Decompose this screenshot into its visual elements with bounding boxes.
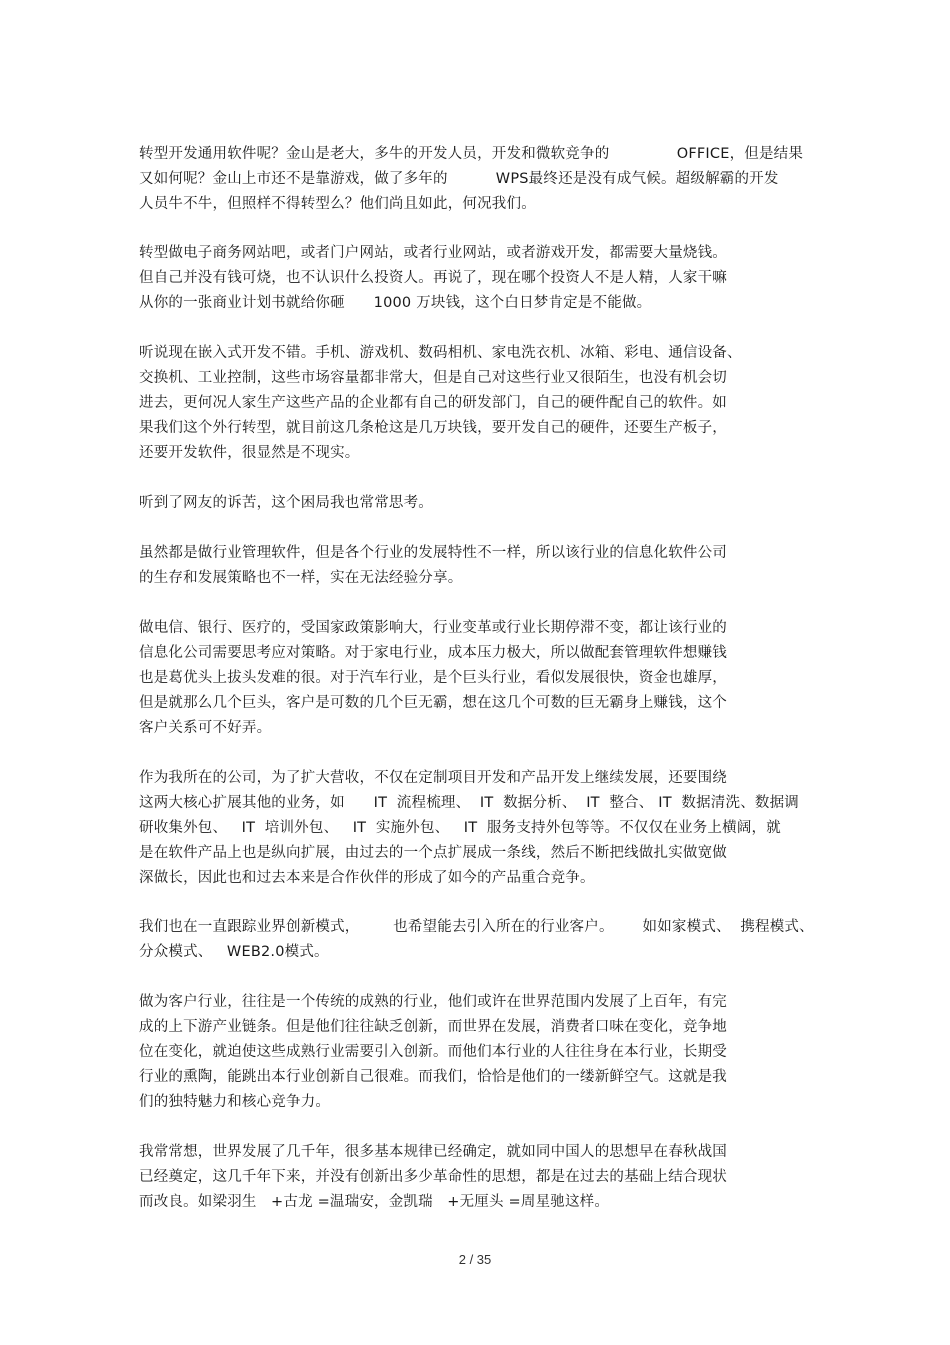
text-line: 从你的一张商业计划书就给你砸 1000 万块钱，这个白日梦肯定是不能做。 — [139, 295, 652, 311]
text-line: 们的独特魅力和核心竞争力。 — [139, 1094, 331, 1110]
text-line: 果我们这个外行转型，就目前这几条枪这是几万块钱，要开发自己的硬件，还要生产板子， — [139, 420, 727, 436]
text-line: 听到了网友的诉苦，这个困局我也常常思考。 — [139, 495, 433, 511]
paragraph — [139, 616, 819, 741]
text-line: 但自己并没有钱可烧，也不认识什么投资人。再说了，现在哪个投资人不是人精，人家干嘛 — [139, 270, 727, 286]
text-line: 人员牛不牛，但照样不得转型么？他们尚且如此，何况我们。 — [139, 196, 536, 212]
paragraph — [139, 541, 819, 591]
paragraph — [139, 241, 819, 316]
text-line: 转型做电子商务网站吧，或者门户网站，或者行业网站，或者游戏开发，都需要大量烧钱。 — [139, 245, 727, 261]
page-number: 2 / 35 — [458, 1252, 492, 1267]
text-line: 我常常想，世界发展了几千年，很多基本规律已经确定，就如同中国人的思想早在春秋战国 — [139, 1144, 727, 1160]
text-line: 而改良。如梁羽生 +古龙 =温瑞安，金凯瑞 +无厘头 =周星驰这样。 — [139, 1194, 610, 1210]
text-line: 作为我所在的公司，为了扩大营收，不仅在定制项目开发和产品开发上继续发展，还要围绕 — [139, 770, 727, 786]
text-line: 但是就那么几个巨头，客户是可数的几个巨无霸，想在这几个可数的巨无霸身上赚钱，这个 — [139, 695, 727, 711]
text-line: 虽然都是做行业管理软件，但是各个行业的发展特性不一样，所以该行业的信息化软件公司 — [139, 545, 727, 561]
paragraph — [139, 1140, 819, 1215]
text-line: 行业的熏陶，能跳出本行业创新自己很难。而我们，恰恰是他们的一缕新鲜空气。这就是我 — [139, 1069, 727, 1085]
text-line: 转型开发通用软件呢？金山是老大，多牛的开发人员，开发和微软竞争的 OFFICE，但是结果 — [139, 146, 804, 162]
paragraph — [139, 766, 819, 891]
text-line: 信息化公司需要思考应对策略。对于家电行业，成本压力极大，所以做配套管理软件想赚钱 — [139, 645, 727, 661]
paragraph — [139, 341, 819, 466]
text-line: 是在软件产品上也是纵向扩展，由过去的一个点扩展成一条线，然后不断把线做扎实做宽做 — [139, 845, 727, 861]
text-line: 成的上下游产业链条。但是他们往往缺乏创新，而世界在发展，消费者口味在变化，竞争地 — [139, 1019, 727, 1035]
paragraph — [139, 990, 819, 1115]
text-line: 也是葛优头上拔头发难的很。对于汽车行业，是个巨头行业，看似发展很快，资金也雄厚， — [139, 670, 727, 686]
text-line: 已经奠定，这几千年下来，并没有创新出多少革命性的思想，都是在过去的基础上结合现状 — [139, 1169, 727, 1185]
text-line: 深做长，因此也和过去本来是合作伙伴的形成了如今的产品重合竞争。 — [139, 870, 595, 886]
text-line: 这两大核心扩展其他的业务，如 IT 流程梳理、 IT 数据分析、 IT 整合、 IT 数据清洗、数据调 — [139, 795, 800, 811]
text-line: 进去，更何况人家生产这些产品的企业都有自己的研发部门，自己的硬件配自己的软件。如 — [139, 395, 727, 411]
text-line: 又如何呢？金山上市还不是靠游戏，做了多年的 WPS最终还是没有成气候。超级解霸的开发 — [139, 171, 779, 187]
text-line: 分众模式、 WEB2.0模式。 — [139, 944, 329, 960]
text-line: 做电信、银行、医疗的，受国家政策影响大，行业变革或行业长期停滞不变，都让该行业的 — [139, 620, 727, 636]
text-line: 做为客户行业，往往是一个传统的成熟的行业，他们或许在世界范围内发展了上百年，有完 — [139, 994, 727, 1010]
text-line: 还要开发软件，很显然是不现实。 — [139, 445, 360, 461]
text-line: 我们也在一直跟踪业界创新模式， 也希望能去引入所在的行业客户。 如如家模式、 携程模式、 — [139, 919, 814, 935]
text-line: 听说现在嵌入式开发不错。手机、游戏机、数码相机、家电洗衣机、冰箱、彩电、通信设备、 — [139, 345, 742, 361]
text-line: 客户关系可不好弄。 — [139, 720, 272, 736]
text-line: 位在变化，就迫使这些成熟行业需要引入创新。而他们本行业的人往往身在本行业，长期受 — [139, 1044, 727, 1060]
paragraph — [139, 142, 819, 217]
text-line: 的生存和发展策略也不一样，实在无法经验分享。 — [139, 570, 463, 586]
text-line: 交换机、工业控制，这些市场容量都非常大，但是自己对这些行业又很陌生，也没有机会切 — [139, 370, 727, 386]
paragraph — [139, 491, 819, 516]
text-line: 研收集外包、 IT 培训外包、 IT 实施外包、 IT 服务支持外包等等。不仅仅在业务上横阔，就 — [139, 820, 781, 836]
paragraph — [139, 915, 819, 965]
